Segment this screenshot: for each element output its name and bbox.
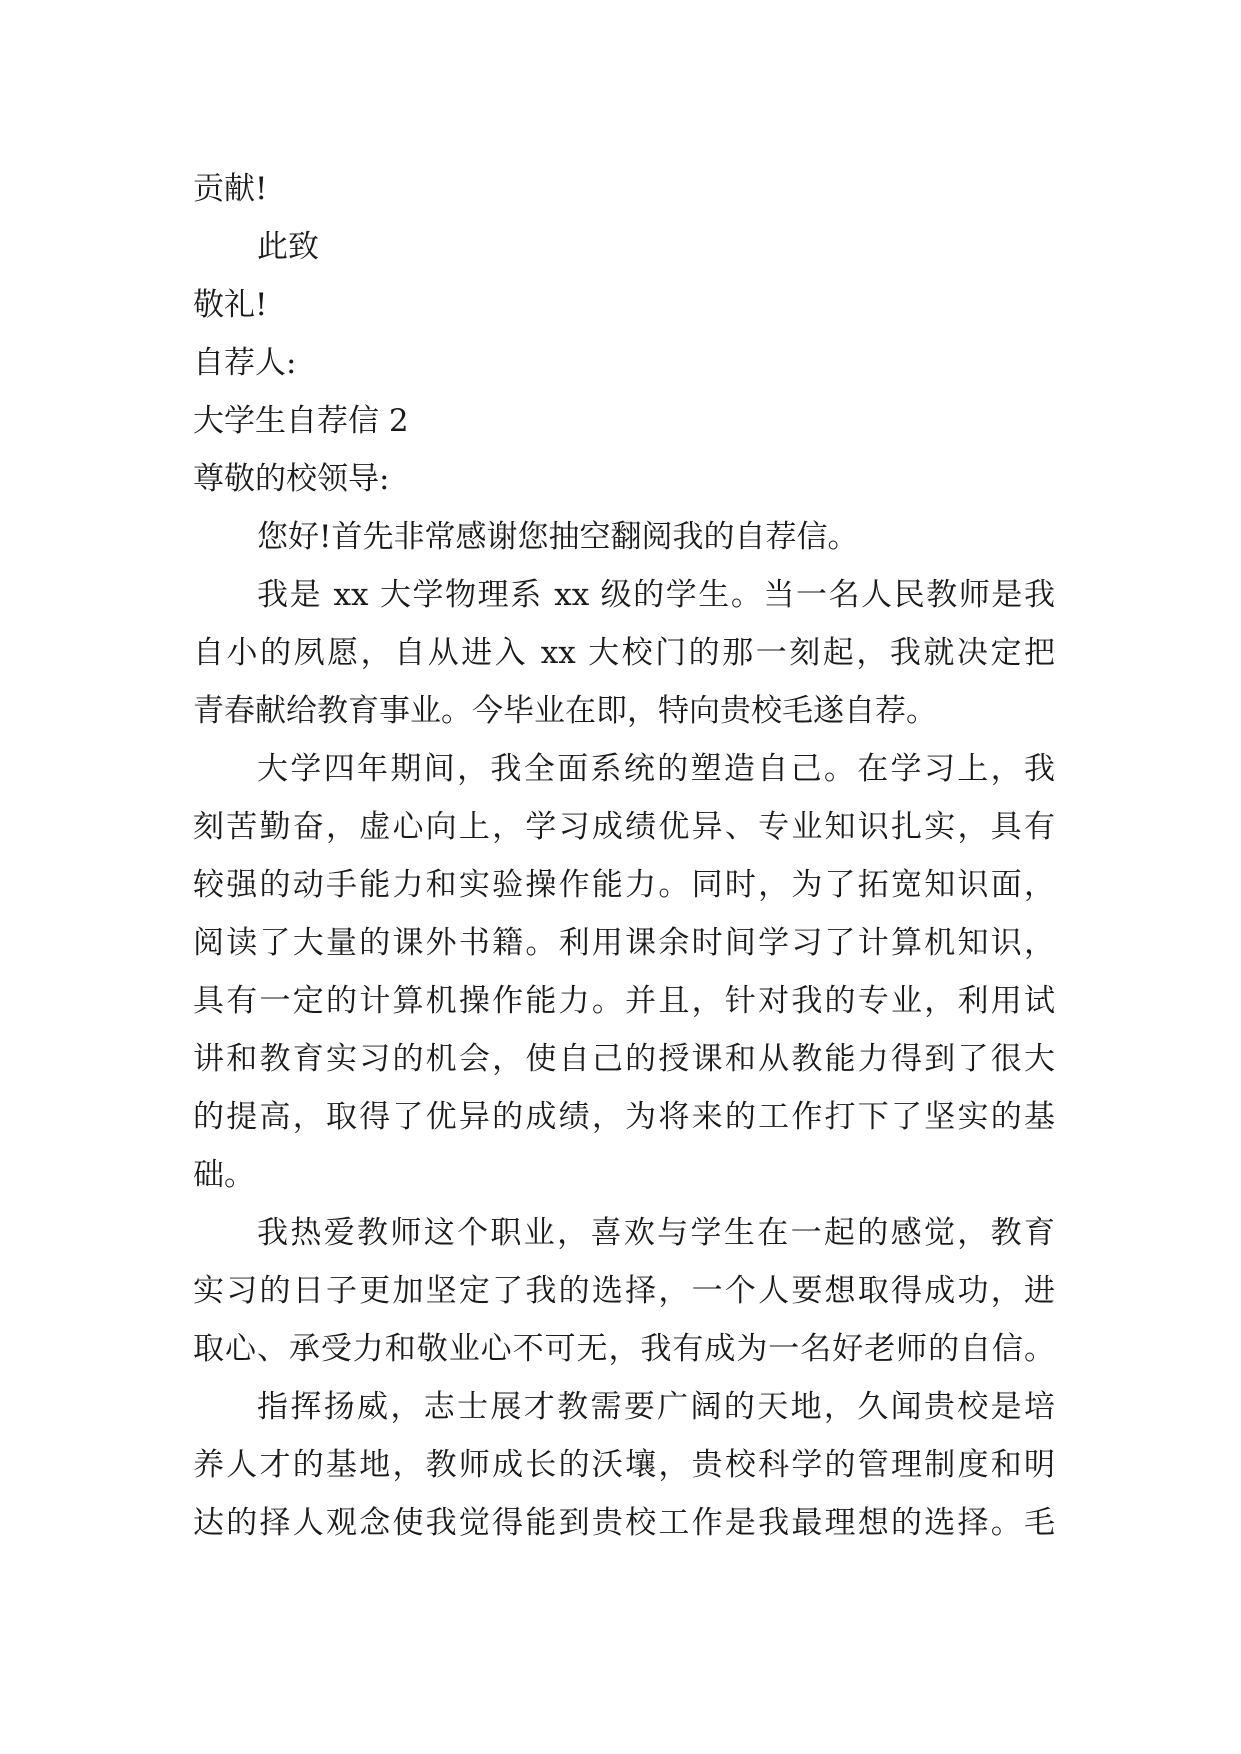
line-text: 讲和教育实习的机会，使自己的授课和从教能力得到了很大 — [193, 1041, 1055, 1077]
text-line — [193, 1146, 1055, 1204]
line-text: 具有一定的计算机操作能力。并且，针对我的专业，利用试 — [193, 983, 1055, 1019]
line-text: 础。 — [193, 1157, 255, 1193]
text-line — [193, 1494, 1055, 1552]
line-text: 我热爱教师这个职业，喜欢与学生在一起的感觉，教育 — [257, 1215, 1055, 1251]
text-line — [193, 508, 1055, 566]
text-line — [193, 1088, 1055, 1146]
text-line — [193, 566, 1055, 624]
line-text: 自小的夙愿，自从进入 xx 大校门的那一刻起，我就决定把 — [193, 635, 1055, 671]
line-text: 此致 — [257, 229, 319, 265]
text-line — [193, 740, 1055, 798]
line-text: 敬礼! — [193, 287, 268, 323]
line-text: 养人才的基地，教师成长的沃壤，贵校科学的管理制度和明 — [193, 1447, 1055, 1483]
text-line — [193, 856, 1055, 914]
text-line — [193, 450, 1055, 508]
line-text: 阅读了大量的课外书籍。利用课余时间学习了计算机知识， — [193, 925, 1055, 961]
text-line — [193, 160, 1055, 218]
text-line — [193, 1436, 1055, 1494]
line-text: 大学四年期间，我全面系统的塑造自己。在学习上，我 — [257, 751, 1055, 787]
text-line — [193, 624, 1055, 682]
text-line — [193, 392, 1055, 450]
line-text: 取心、承受力和敬业心不可无，我有成为一名好老师的自信。 — [193, 1331, 1055, 1367]
line-text: 达的择人观念使我觉得能到贵校工作是我最理想的选择。毛 — [193, 1505, 1055, 1541]
line-text: 贡献! — [193, 171, 268, 207]
line-text: 实习的日子更加坚定了我的选择，一个人要想取得成功，进 — [193, 1273, 1055, 1309]
text-line — [193, 1320, 1055, 1378]
line-text: 我是 xx 大学物理系 xx 级的学生。当一名人民教师是我 — [257, 577, 1055, 613]
text-line — [193, 334, 1055, 392]
letter-body — [193, 160, 1055, 1552]
line-text: 的提高，取得了优异的成绩，为将来的工作打下了坚实的基 — [193, 1099, 1055, 1135]
line-text: 较强的动手能力和实验操作能力。同时，为了拓宽知识面， — [193, 867, 1055, 903]
text-line — [193, 682, 1055, 740]
line-text: 青春献给教育事业。今毕业在即，特向贵校毛遂自荐。 — [193, 693, 937, 729]
text-line — [193, 1262, 1055, 1320]
text-line — [193, 798, 1055, 856]
line-text: 自荐人: — [193, 345, 297, 381]
text-line — [193, 914, 1055, 972]
text-line — [193, 1030, 1055, 1088]
text-line — [193, 1204, 1055, 1262]
text-line — [193, 218, 1055, 276]
salutation: 尊敬的校领导: — [193, 461, 390, 497]
letter-title: 大学生自荐信 2 — [193, 403, 409, 439]
text-line — [193, 276, 1055, 334]
line-text: 刻苦勤奋，虚心向上，学习成绩优异、专业知识扎实，具有 — [193, 809, 1055, 845]
line-text: 您好!首先非常感谢您抽空翻阅我的自荐信。 — [257, 519, 859, 555]
text-line — [193, 1378, 1055, 1436]
line-text: 指挥扬威，志士展才教需要广阔的天地，久闻贵校是培 — [257, 1389, 1055, 1425]
text-line — [193, 972, 1055, 1030]
